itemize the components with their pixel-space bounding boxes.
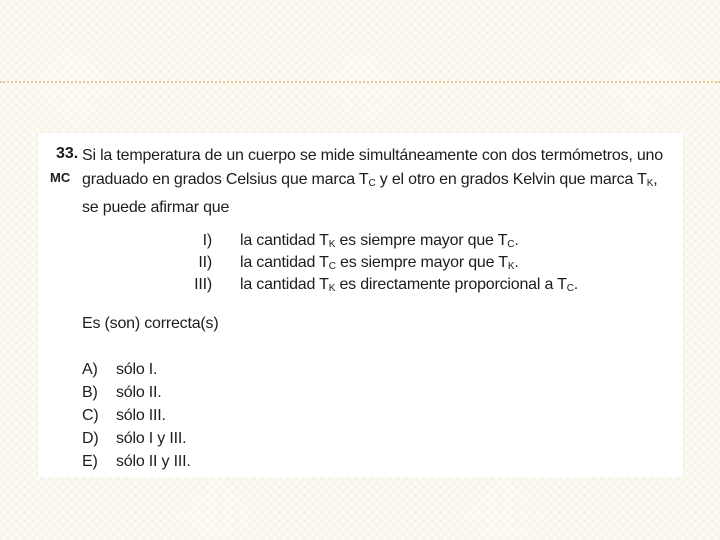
statement-part: la cantidad T [240, 276, 329, 293]
subscript-k: K [646, 178, 654, 189]
option-a-text[interactable]: sólo I. [116, 361, 158, 378]
question-text-part: , se puede afirmar que [82, 171, 658, 216]
decorative-dotted-rule [0, 81, 720, 83]
question-type-label: MC [50, 170, 71, 185]
question-number: 33. [56, 145, 79, 162]
statement-part: la cantidad T [240, 232, 329, 249]
option-e-letter[interactable]: E) [82, 453, 98, 470]
statement-text [240, 276, 578, 294]
option-e-text[interactable]: sólo II y III. [116, 453, 191, 470]
statement-part: la cantidad T [240, 254, 329, 271]
question-text-part: y el otro en grados Kelvin que marca T [375, 171, 647, 188]
question-text [82, 144, 674, 220]
option-c-text[interactable]: sólo III. [116, 407, 166, 424]
question-text-part: Si la temperatura de un cuerpo se mide simultáneamente con dos termómetros, uno graduado en grados Celsius que marca T [82, 147, 663, 188]
statement-part: . [514, 254, 519, 271]
option-c-letter[interactable]: C) [82, 407, 99, 424]
statement-subscript: C [566, 283, 574, 294]
statement-number: II) [198, 254, 212, 271]
statement-part: es directamente proporcional a T [335, 276, 567, 293]
statement-subscript: K [328, 283, 336, 294]
answer-prompt: Es (son) correcta(s) [82, 315, 219, 332]
statement-text [240, 232, 519, 250]
statement-subscript: C [507, 239, 515, 250]
statement-part: es siempre mayor que T [335, 232, 508, 249]
statement-text [240, 254, 519, 272]
option-b-letter[interactable]: B) [82, 384, 98, 401]
subscript-c: C [368, 178, 376, 189]
option-d-text[interactable]: sólo I y III. [116, 430, 187, 447]
statement-number: III) [194, 276, 212, 293]
statement-part: . [573, 276, 578, 293]
statement-subscript: K [328, 239, 336, 250]
statement-subscript: C [328, 261, 336, 272]
statement-part: . [514, 232, 519, 249]
statement-number: I) [202, 232, 212, 249]
option-b-text[interactable]: sólo II. [116, 384, 162, 401]
statement-subscript: K [507, 261, 515, 272]
statement-part: es siempre mayor que T [335, 254, 508, 271]
option-d-letter[interactable]: D) [82, 430, 99, 447]
option-a-letter[interactable]: A) [82, 361, 98, 378]
